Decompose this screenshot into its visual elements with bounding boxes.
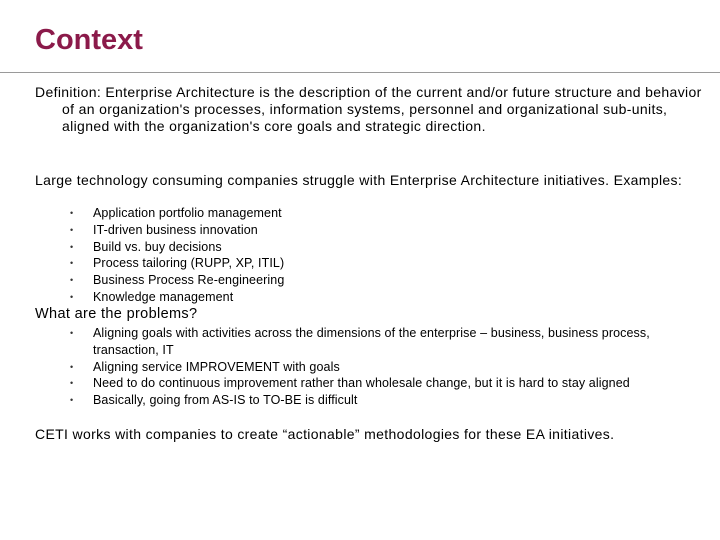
closing-paragraph: CETI works with companies to create “actionable” methodologies for these EA initiatives. bbox=[35, 426, 615, 442]
list-item bbox=[70, 375, 710, 392]
list-item bbox=[70, 325, 710, 359]
problems-list bbox=[70, 325, 710, 409]
list-item-text: Knowledge management bbox=[93, 289, 234, 304]
list-item-text: Need to do continuous improvement rather than wholesale change, but it is hard to stay aligned bbox=[93, 376, 630, 391]
bullet-icon: • bbox=[70, 275, 74, 286]
bullet-icon: • bbox=[70, 378, 74, 389]
slide-title: Context bbox=[35, 24, 143, 56]
list-item-text: IT-driven business innovation bbox=[93, 222, 258, 237]
list-item bbox=[70, 289, 710, 306]
list-item-text: Aligning goals with activities across the dimensions of the enterprise – business, business process, transaction, IT bbox=[93, 326, 650, 357]
list-item-text: Process tailoring (RUPP, XP, ITIL) bbox=[93, 256, 285, 271]
list-item bbox=[70, 272, 710, 289]
definition-paragraph: Definition: Enterprise Architecture is the description of the current and/or future structure and behavior of an organization's processes, information systems, personnel and organizational sub-units, aligned with the organization's core goals and strategic direction. bbox=[35, 84, 702, 134]
bullet-icon: • bbox=[70, 291, 74, 302]
bullet-icon: • bbox=[70, 208, 74, 218]
list-item bbox=[70, 359, 710, 376]
bullet-icon: • bbox=[70, 258, 74, 269]
list-item bbox=[70, 255, 710, 272]
list-item bbox=[70, 239, 710, 256]
examples-list bbox=[70, 205, 710, 306]
title-divider bbox=[0, 72, 720, 73]
bullet-icon: • bbox=[70, 361, 74, 372]
list-item bbox=[70, 222, 710, 239]
list-item-text: Build vs. buy decisions bbox=[93, 239, 222, 254]
bullet-icon: • bbox=[70, 328, 74, 338]
list-item-text: Application portfolio management bbox=[93, 206, 282, 220]
list-item-text: Basically, going from AS-IS to TO-BE is difficult bbox=[93, 393, 358, 408]
list-item-text: Business Process Re-engineering bbox=[93, 273, 285, 288]
bullet-icon: • bbox=[70, 395, 74, 406]
problems-heading: What are the problems? bbox=[35, 306, 198, 322]
list-item bbox=[70, 205, 710, 222]
bullet-icon: • bbox=[70, 241, 74, 252]
struggle-paragraph: Large technology consuming companies struggle with Enterprise Architecture initiatives. Examples: bbox=[35, 172, 683, 188]
list-item bbox=[70, 392, 710, 409]
list-item-text: Aligning service IMPROVEMENT with goals bbox=[93, 359, 340, 374]
bullet-icon: • bbox=[70, 224, 74, 235]
